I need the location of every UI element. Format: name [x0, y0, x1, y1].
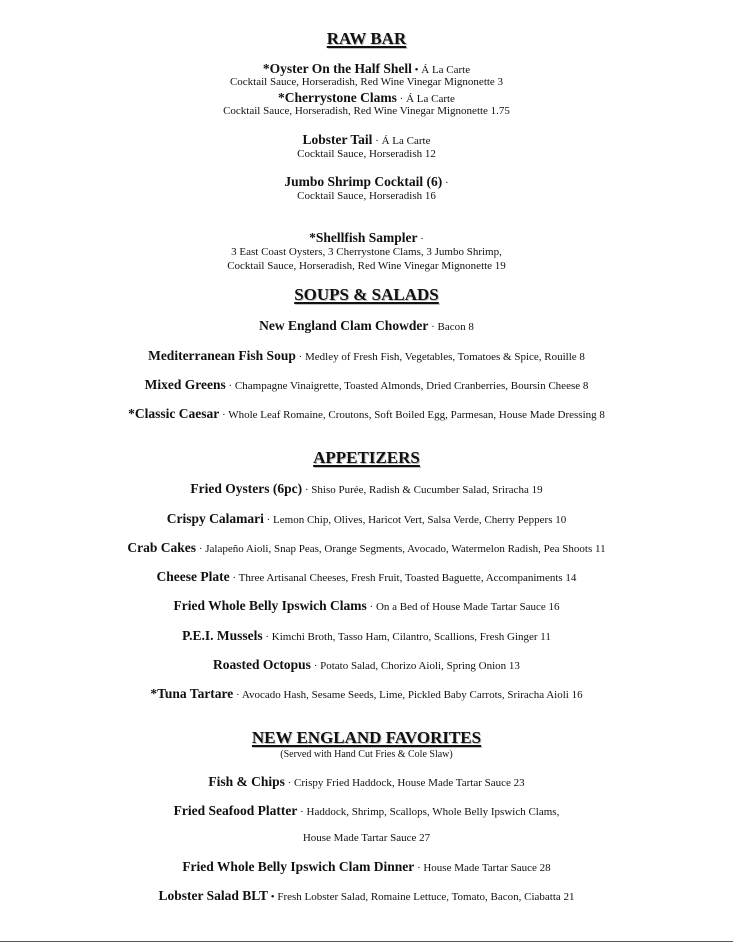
- item-note: Á La Carte: [421, 64, 471, 76]
- item-separator: ·: [442, 177, 449, 189]
- menu-item: [0, 598, 733, 614]
- item-description: • Fresh Lobster Salad, Romaine Lettuce, Tomato, Bacon, Ciabatta 21: [268, 891, 575, 903]
- menu-item: [0, 540, 733, 556]
- menu-item: [0, 657, 733, 673]
- item-note: Á La Carte: [381, 135, 431, 147]
- item-name: Crab Cakes: [127, 540, 197, 555]
- menu-item-cherrystone: [0, 90, 733, 106]
- item-name: Fried Oysters (6pc): [190, 481, 303, 496]
- item-description: Cocktail Sauce, Horseradish 16: [297, 190, 436, 202]
- item-description: · Three Artisanal Cheeses, Fresh Fruit, Toasted Baguette, Accompaniments 14: [229, 572, 577, 584]
- item-description: Cocktail Sauce, Horseradish, Red Wine Vinegar Mignonette 3: [229, 76, 504, 88]
- item-description: · Lemon Chip, Olives, Haricot Vert, Salsa Verde, Cherry Peppers 10: [263, 514, 567, 526]
- item-description: · On a Bed of House Made Tartar Sauce 16: [366, 601, 560, 613]
- menu-item: [0, 481, 733, 497]
- item-name: Mediterranean Fish Soup: [148, 348, 296, 363]
- item-name: *Shellfish Sampler: [309, 230, 418, 245]
- item-name: Fried Whole Belly Ipswich Clams: [173, 598, 367, 613]
- item-description: House Made Tartar Sauce 27: [302, 832, 431, 844]
- ne-favorites-heading: NEW ENGLAND FAVORITES: [251, 728, 482, 747]
- item-description: · Crispy Fried Haddock, House Made Tartar Sauce 23: [284, 777, 525, 789]
- item-name: P.E.I. Mussels: [182, 628, 263, 643]
- item-name: Lobster Salad BLT: [158, 888, 268, 903]
- menu-item: [0, 774, 733, 790]
- item-separator: ·: [417, 233, 424, 245]
- item-name: Fried Whole Belly Ipswich Clam Dinner: [182, 859, 415, 874]
- item-description: · Bacon 8: [428, 321, 474, 333]
- item-name: Lobster Tail: [302, 132, 373, 147]
- item-description: Cocktail Sauce, Horseradish, Red Wine Vinegar Mignonette 1.75: [223, 105, 510, 117]
- menu-item: [0, 803, 733, 819]
- item-description: · Kimchi Broth, Tasso Ham, Cilantro, Scallions, Fresh Ginger 11: [262, 631, 551, 643]
- soups-salads-heading: SOUPS & SALADS: [294, 285, 439, 304]
- menu-item: [0, 511, 733, 527]
- ne-favorites-subheading: (Served with Hand Cut Fries & Cole Slaw): [280, 749, 453, 760]
- item-name: *Cherrystone Clams: [278, 90, 397, 105]
- item-description: Cocktail Sauce, Horseradish 12: [297, 148, 436, 160]
- item-name: Fried Seafood Platter: [173, 803, 298, 818]
- menu-item-oyster: [0, 61, 733, 77]
- item-name: New England Clam Chowder: [259, 318, 429, 333]
- item-description: · Champagne Vinaigrette, Toasted Almonds, Dried Cranberries, Boursin Cheese 8: [225, 380, 589, 392]
- menu-item: [0, 859, 733, 875]
- menu-item: [0, 318, 733, 334]
- item-description: · Potato Salad, Chorizo Aioli, Spring Onion 13: [310, 660, 520, 672]
- item-description: · Shiso Purée, Radish & Cucumber Salad, Sriracha 19: [302, 484, 543, 496]
- item-name: Crispy Calamari: [166, 511, 264, 526]
- item-name: *Classic Caesar: [128, 406, 220, 421]
- item-separator: ·: [396, 93, 407, 105]
- menu-item: [0, 888, 733, 904]
- item-name: Mixed Greens: [144, 377, 226, 392]
- menu-item: [0, 569, 733, 585]
- item-description: · Whole Leaf Romaine, Croutons, Soft Boiled Egg, Parmesan, House Made Dressing 8: [219, 409, 605, 421]
- menu-item-shellfish-sampler: [0, 230, 733, 246]
- page-bottom-divider: [0, 941, 733, 942]
- item-description: · Avocado Hash, Sesame Seeds, Lime, Pickled Baby Carrots, Sriracha Aioli 16: [233, 689, 583, 701]
- item-name: Roasted Octopus: [213, 657, 311, 672]
- menu-item: [0, 628, 733, 644]
- item-name: Jumbo Shrimp Cocktail (6): [284, 174, 443, 189]
- item-name: *Tuna Tartare: [150, 686, 234, 701]
- item-name: *Oyster On the Half Shell: [262, 61, 412, 76]
- item-description: · House Made Tartar Sauce 28: [414, 862, 551, 874]
- menu-item-lobster-tail: [0, 132, 733, 148]
- menu-item: [0, 406, 733, 422]
- item-name: Cheese Plate: [156, 569, 230, 584]
- menu-item: [0, 348, 733, 364]
- item-separator: ·: [372, 135, 382, 147]
- item-note: Á La Carte: [406, 93, 455, 105]
- menu-item: [0, 377, 733, 393]
- item-description: · Jalapeño Aioli, Snap Peas, Orange Segments, Avocado, Watermelon Radish, Pea Shoots 11: [196, 543, 606, 555]
- item-description: · Medley of Fresh Fish, Vegetables, Tomatoes & Spice, Rouille 8: [295, 351, 585, 363]
- menu-item: [0, 686, 733, 702]
- menu-item-jumbo-shrimp: [0, 174, 733, 190]
- appetizers-heading: APPETIZERS: [313, 448, 420, 467]
- raw-bar-heading: RAW BAR: [326, 29, 407, 48]
- item-description: · Haddock, Shrimp, Scallops, Whole Belly Ipswich Clams,: [297, 806, 560, 818]
- item-description: Cocktail Sauce, Horseradish, Red Wine Vinegar Mignonette 19: [227, 260, 506, 272]
- item-separator: •: [411, 64, 422, 76]
- item-name: Fish & Chips: [208, 774, 285, 789]
- item-description: 3 East Coast Oysters, 3 Cherrystone Clams, 3 Jumbo Shrimp,: [231, 246, 502, 258]
